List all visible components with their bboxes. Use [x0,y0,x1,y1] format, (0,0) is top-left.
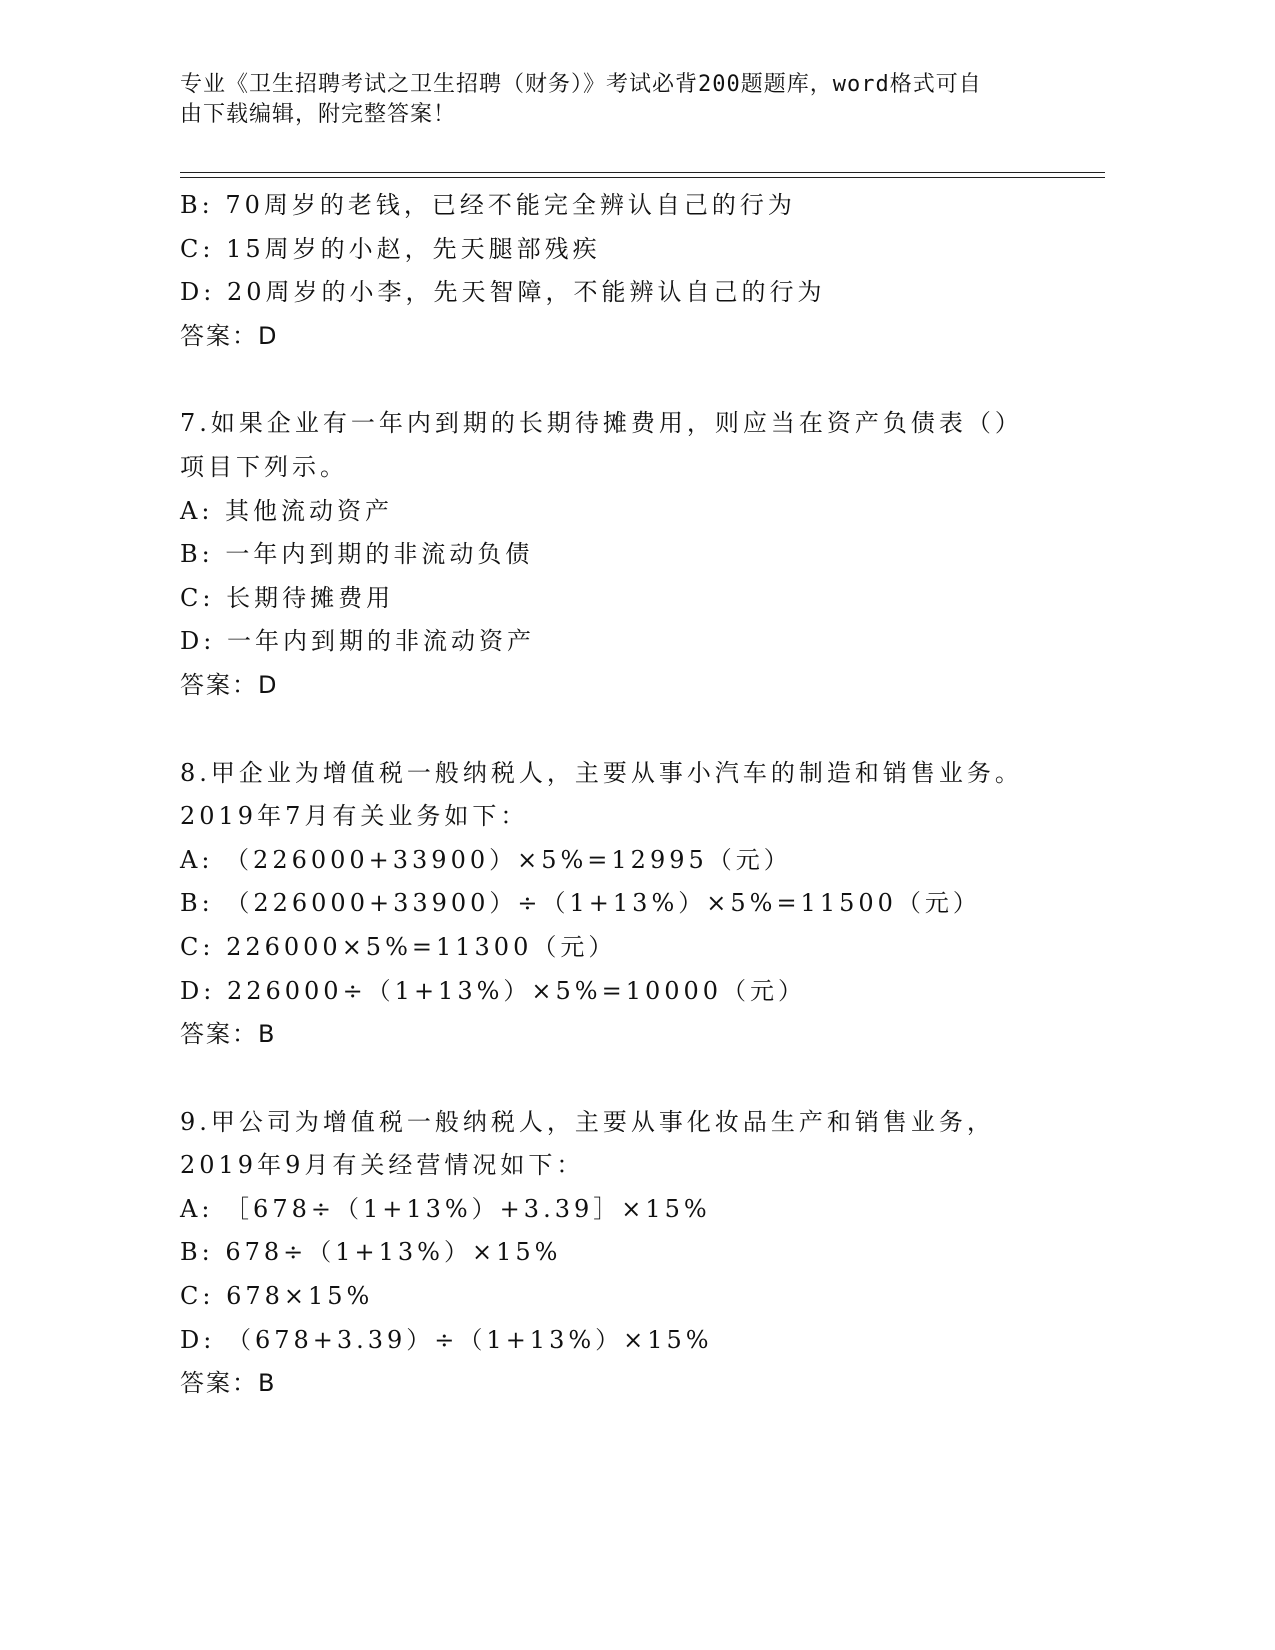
q8-option-a: A: （226000+33900）×5%=12995（元） [180,845,792,874]
q7-option-b: B: 一年内到期的非流动负债 [180,540,534,569]
q7-option-c: C: 长期待摊费用 [180,583,395,612]
document-body [180,184,1100,1406]
q8-option-c: C: 226000×5%=11300（元） [180,932,617,961]
q9-answer: 答案：B [180,1369,277,1398]
q8-stem-line-1: 8.甲企业为增值税一般纳税人，主要从事小汽车的制造和销售业务。 [180,758,1023,787]
q9-option-b: B: 678÷（1+13%）×15% [180,1238,562,1267]
spacer [180,1057,1100,1101]
q7-stem-line-1: 7.如果企业有一年内到期的长期待摊费用，则应当在资产负债表（） [180,409,1023,438]
q7-option-a: A: 其他流动资产 [180,496,394,525]
document-header [180,70,1040,130]
q9-stem-line-1: 9.甲公司为增值税一般纳税人，主要从事化妆品生产和销售业务， [180,1107,995,1136]
question-9 [180,1101,1100,1406]
header-divider-top [180,172,1105,173]
q6-option-c: C: 15周岁的小赵，先天腿部残疾 [180,234,601,263]
header-line-2: 由下载编辑，附完整答案！ [180,102,457,127]
q8-option-d: D: 226000÷（1+13%）×5%=10000（元） [180,976,807,1005]
q7-option-d: D: 一年内到期的非流动资产 [180,627,535,656]
q7-answer: 答案：D [180,670,279,699]
question-8 [180,752,1100,1057]
q6-option-b: B: 70周岁的老钱，已经不能完全辨认自己的行为 [180,191,796,219]
q8-answer: 答案：B [180,1020,277,1049]
spacer [180,708,1100,752]
q9-stem-line-2: 2019年9月有关经营情况如下： [180,1151,585,1180]
q9-option-d: D: （678+3.39）÷（1+13%）×15% [180,1325,713,1354]
header-divider-bottom [180,177,1105,178]
q9-option-a: A: ［678÷（1+13%）+3.39］×15% [180,1194,711,1223]
q9-option-c: C: 678×15% [180,1282,374,1311]
q8-stem-line-2: 2019年7月有关业务如下： [180,802,529,831]
q6-answer: 答案：D [180,321,279,350]
question-7 [180,402,1100,707]
q6-option-d: D: 20周岁的小李，先天智障，不能辨认自己的行为 [180,278,826,307]
header-line-1: 专业《卫生招聘考试之卫生招聘（财务）》考试必背200题题库，word格式可自 [180,72,982,97]
question-6 [180,184,1100,358]
spacer [180,358,1100,402]
q7-stem-line-2: 项目下列示。 [180,452,348,481]
q8-option-b: B: （226000+33900）÷（1+13%）×5%=11500（元） [180,889,981,918]
